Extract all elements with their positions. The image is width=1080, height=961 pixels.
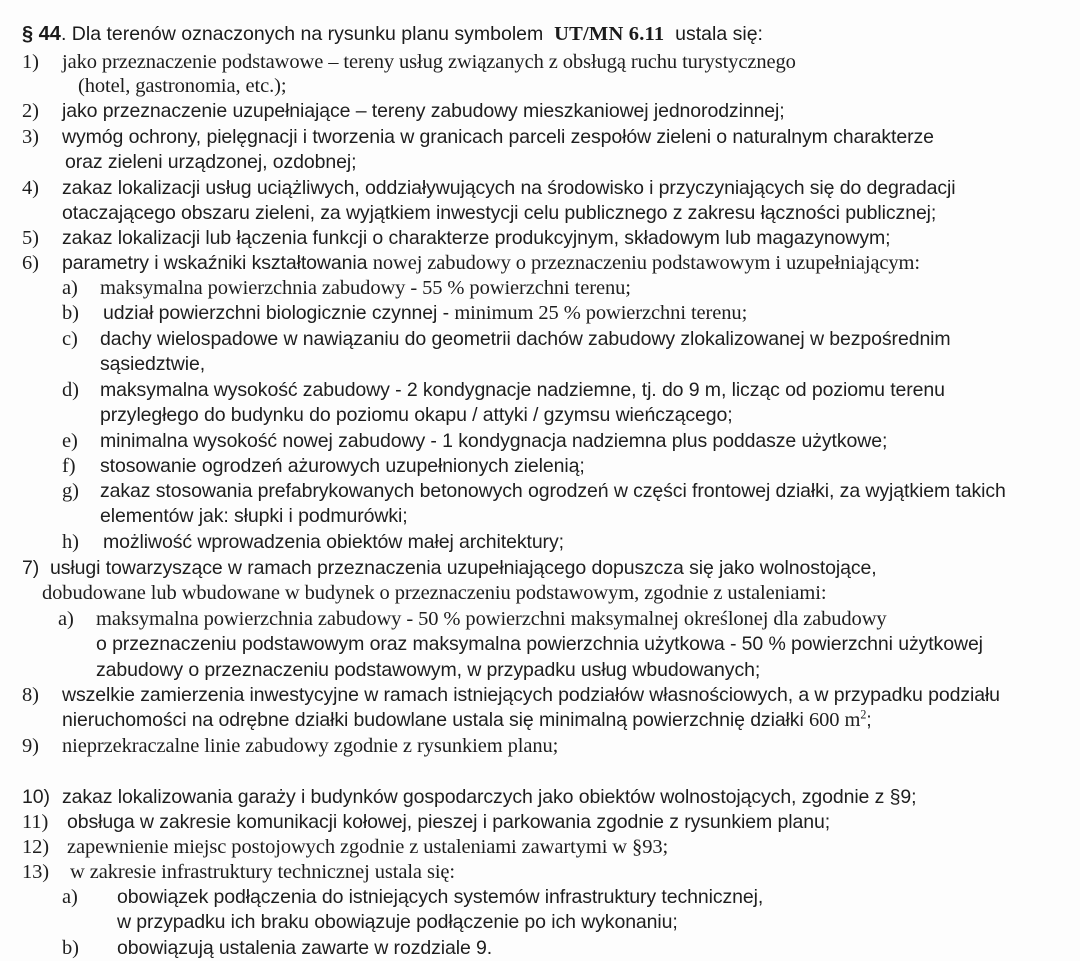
- sub-list-marker: b): [62, 302, 79, 324]
- list-item-text: oraz zieleni urządzonej, ozdobnej;: [65, 151, 357, 173]
- list-item-text: jako przeznaczenie uzupełniające – tereny zabudowy mieszkaniowej jednorodzinnej;: [62, 100, 785, 122]
- list-item-text: zakaz lokalizacji lub łączenia funkcji o charakterze produkcyjnym, składowym lub magazynowym;: [62, 227, 891, 249]
- sub-list-item-text: obowiązują ustalenia zawarte w rozdziale 9.: [117, 937, 493, 959]
- sub-list-item-text: maksymalna wysokość zabudowy - 2 kondygnacje nadziemne, tj. do 9 m, licząc od poziomu terenu: [100, 379, 945, 401]
- list-marker: 6): [22, 252, 39, 274]
- sub-list-item-text: obowiązek podłączenia do istniejących systemów infrastruktury technicznej,: [117, 886, 764, 908]
- list-item-text: zakaz lokalizacji usług uciążliwych, oddziaływujących na środowisko i przyczyniających się do degradacji: [62, 177, 956, 199]
- list-item-text-part-c: ;: [866, 709, 872, 731]
- list-marker: 10): [22, 786, 50, 808]
- list-item-text: (hotel, gastronomia, etc.);: [78, 75, 287, 97]
- list-marker: 11): [22, 811, 49, 833]
- sub-list-item-text-part-a: udział powierzchni biologicznie czynnej -: [103, 302, 449, 324]
- list-item-text: [62, 251, 920, 276]
- list-marker: 1): [22, 51, 39, 73]
- list-marker: 7): [22, 557, 40, 579]
- sub-list-marker: d): [62, 379, 79, 401]
- sub-list-marker: a): [58, 608, 74, 630]
- sub-list-item-text: minimalna wysokość nowej zabudowy - 1 kondygnacja nadziemna plus poddasze użytkowe;: [100, 430, 888, 452]
- sub-list-marker: a): [62, 277, 78, 299]
- sub-list-marker: f): [62, 455, 76, 477]
- sub-list-item-text: o przeznaczeniu podstawowym oraz maksymalna powierzchnia użytkowa - 50 % powierzchni użytkowej: [96, 633, 983, 655]
- list-item-text: zakaz lokalizowania garaży i budynków gospodarczych jako obiektów wolnostojących, zgodnie z §9;: [62, 786, 917, 808]
- square-meter-exponent: 2: [860, 707, 867, 722]
- sub-list-item-text: dachy wielospadowe w nawiązaniu do geometrii dachów zabudowy zlokalizowanej w bezpośrednim: [100, 328, 951, 350]
- list-item-text: usługi towarzyszące w ramach przeznaczenia uzupełniającego dopuszcza się jako wolnostojące,: [50, 557, 877, 579]
- sub-list-item-text: maksymalna powierzchnia zabudowy - 55 % powierzchni terenu;: [100, 277, 631, 299]
- zone-symbol: UT/MN 6.11: [554, 23, 665, 45]
- sub-list-item-text-part-b: minimum 25 % powierzchni terenu;: [454, 302, 748, 324]
- sub-list-item-text: przyległego do budynku do poziomu okapu / attyki / gzymsu wieńczącego;: [100, 404, 733, 426]
- list-item-text: jako przeznaczenie podstawowe – tereny usług związanych z obsługą ruchu turystycznego: [62, 51, 796, 73]
- minimum-plot-area: 600 m: [809, 709, 861, 731]
- sub-list-marker: b): [62, 937, 79, 959]
- sub-list-item-text: sąsiedztwie,: [100, 353, 206, 375]
- sub-list-item-text: możliwość wprowadzenia obiektów małej architektury;: [103, 531, 564, 553]
- section-heading: [22, 22, 763, 47]
- list-marker: 13): [22, 861, 50, 883]
- sub-list-item-text: w przypadku ich braku obowiązuje podłączenie po ich wykonaniu;: [117, 911, 678, 933]
- sub-list-item-text: zakaz stosowania prefabrykowanych betonowych ogrodzeń w części frontowej działki, za wyjątkiem takich: [100, 480, 1006, 502]
- sub-list-marker: a): [62, 886, 78, 908]
- list-item-text-part-a: nieruchomości na odrębne działki budowlane ustala się minimalną powierzchnię działki: [62, 709, 809, 731]
- sub-list-marker: e): [62, 430, 78, 452]
- list-item-text: wymóg ochrony, pielęgnacji i tworzenia w granicach parceli zespołów zieleni o naturalnym charakterze: [62, 126, 934, 148]
- list-marker: 8): [22, 684, 39, 706]
- list-marker: 4): [22, 177, 39, 199]
- sub-list-marker: g): [62, 480, 79, 502]
- sub-list-item-text: [103, 301, 747, 326]
- list-item-text: wszelkie zamierzenia inwestycyjne w ramach istniejących podziałów własnościowych, a w przypadku podziału: [62, 684, 1000, 706]
- sub-list-item-text: maksymalna powierzchnia zabudowy - 50 % powierzchni maksymalnej określonej dla zabudowy: [96, 608, 887, 630]
- list-marker: 12): [22, 836, 50, 858]
- list-item-text-part-a: parametry i wskaźniki kształtowania: [62, 252, 368, 274]
- sub-list-item-text: elementów jak: słupki i podmurówki;: [100, 505, 408, 527]
- sub-list-item-text: zabudowy o przeznaczeniu podstawowym, w przypadku usług wbudowanych;: [96, 659, 761, 681]
- list-marker: 3): [22, 126, 39, 148]
- list-item-text: [62, 708, 872, 733]
- list-item-text-part-b: nowej zabudowy o przeznaczeniu podstawowym i uzupełniającym:: [372, 252, 920, 274]
- sub-list-item-text: stosowanie ogrodzeń ażurowych uzupełnionych zielenią;: [100, 455, 585, 477]
- list-marker: 5): [22, 227, 39, 249]
- section-heading-text: . Dla terenów oznaczonych na rysunku planu symbolem: [60, 23, 544, 45]
- list-item-text: w zakresie infrastruktury technicznej ustala się:: [70, 861, 456, 883]
- list-item-text: obsługa w zakresie komunikacji kołowej, pieszej i parkowania zgodnie z rysunkiem planu;: [67, 811, 831, 833]
- sub-list-marker: c): [62, 328, 78, 350]
- section-heading-suffix: ustala się:: [675, 23, 763, 45]
- list-item-text: dobudowane lub wbudowane w budynek o przeznaczeniu podstawowym, zgodnie z ustaleniami:: [42, 582, 827, 604]
- list-item-text: zapewnienie miejsc postojowych zgodnie z ustaleniami zawartymi w §93;: [67, 836, 669, 858]
- list-item-text: nieprzekraczalne linie zabudowy zgodnie z rysunkiem planu;: [62, 735, 559, 757]
- sub-list-marker: h): [62, 531, 79, 553]
- list-marker: 2): [22, 100, 39, 122]
- list-item-text: otaczającego obszaru zieleni, za wyjątkiem inwestycji celu publicznego z zakresu łączności publicznej;: [62, 202, 937, 224]
- section-number: § 44: [22, 23, 61, 45]
- list-marker: 9): [22, 735, 39, 757]
